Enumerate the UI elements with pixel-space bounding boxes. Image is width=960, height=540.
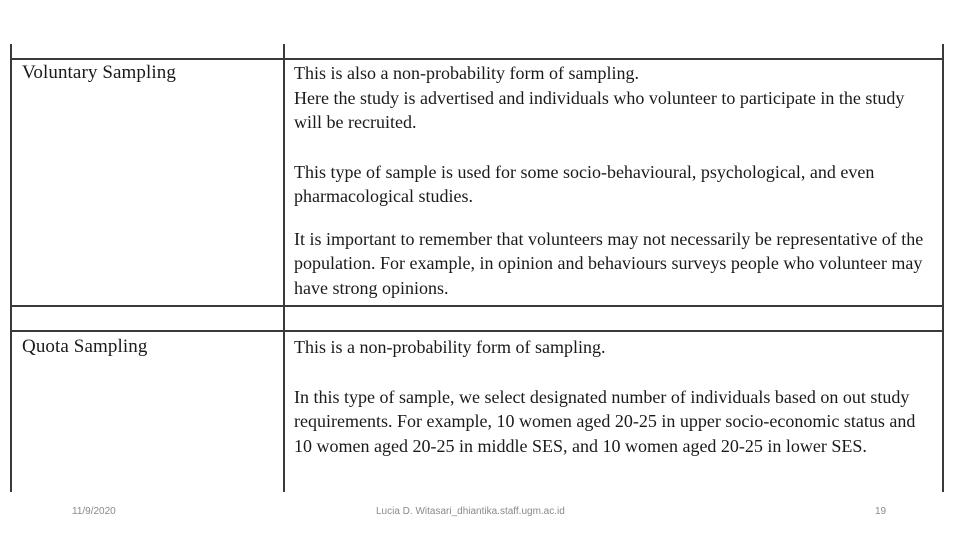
table-row-divider-1 — [10, 305, 944, 307]
paragraph: This type of sample is used for some socio-behavioural, psychological, and even pharmacological studies. — [294, 161, 875, 206]
row-description-quota-sampling — [294, 335, 934, 458]
table-row-divider-2 — [10, 330, 944, 332]
footer-author: Lucia D. Witasari_dhiantika.staff.ugm.ac.id — [376, 506, 565, 517]
row-description-voluntary-sampling — [294, 61, 934, 300]
paragraph: It is important to remember that volunteers may not necessarily be representative of the population. For example, in opinion and behaviours surveys people who volunteer may have strong opinions. — [294, 228, 924, 298]
footer-page-number: 19 — [875, 506, 887, 517]
row-label-voluntary-sampling: Voluntary Sampling — [22, 62, 176, 83]
table-border-left — [10, 44, 12, 492]
table-border-middle — [283, 44, 285, 492]
table-border-top — [10, 58, 944, 60]
paragraph: This is a non-probability form of sampling. — [294, 337, 606, 357]
paragraph: This is also a non-probability form of sampling. — [294, 63, 639, 83]
paragraph: Here the study is advertised and individuals who volunteer to participate in the study will be recruited. — [294, 87, 905, 132]
row-label-quota-sampling: Quota Sampling — [22, 336, 148, 357]
footer-date: 11/9/2020 — [72, 506, 116, 517]
paragraph: In this type of sample, we select designated number of individuals based on out study requirements. For example, 10 women aged 20-25 in upper socio-economic status and 10 women aged 20-25 in middle SES, and 10 women aged 20-25 in lower SES. — [294, 386, 916, 456]
table-border-right — [942, 44, 944, 492]
